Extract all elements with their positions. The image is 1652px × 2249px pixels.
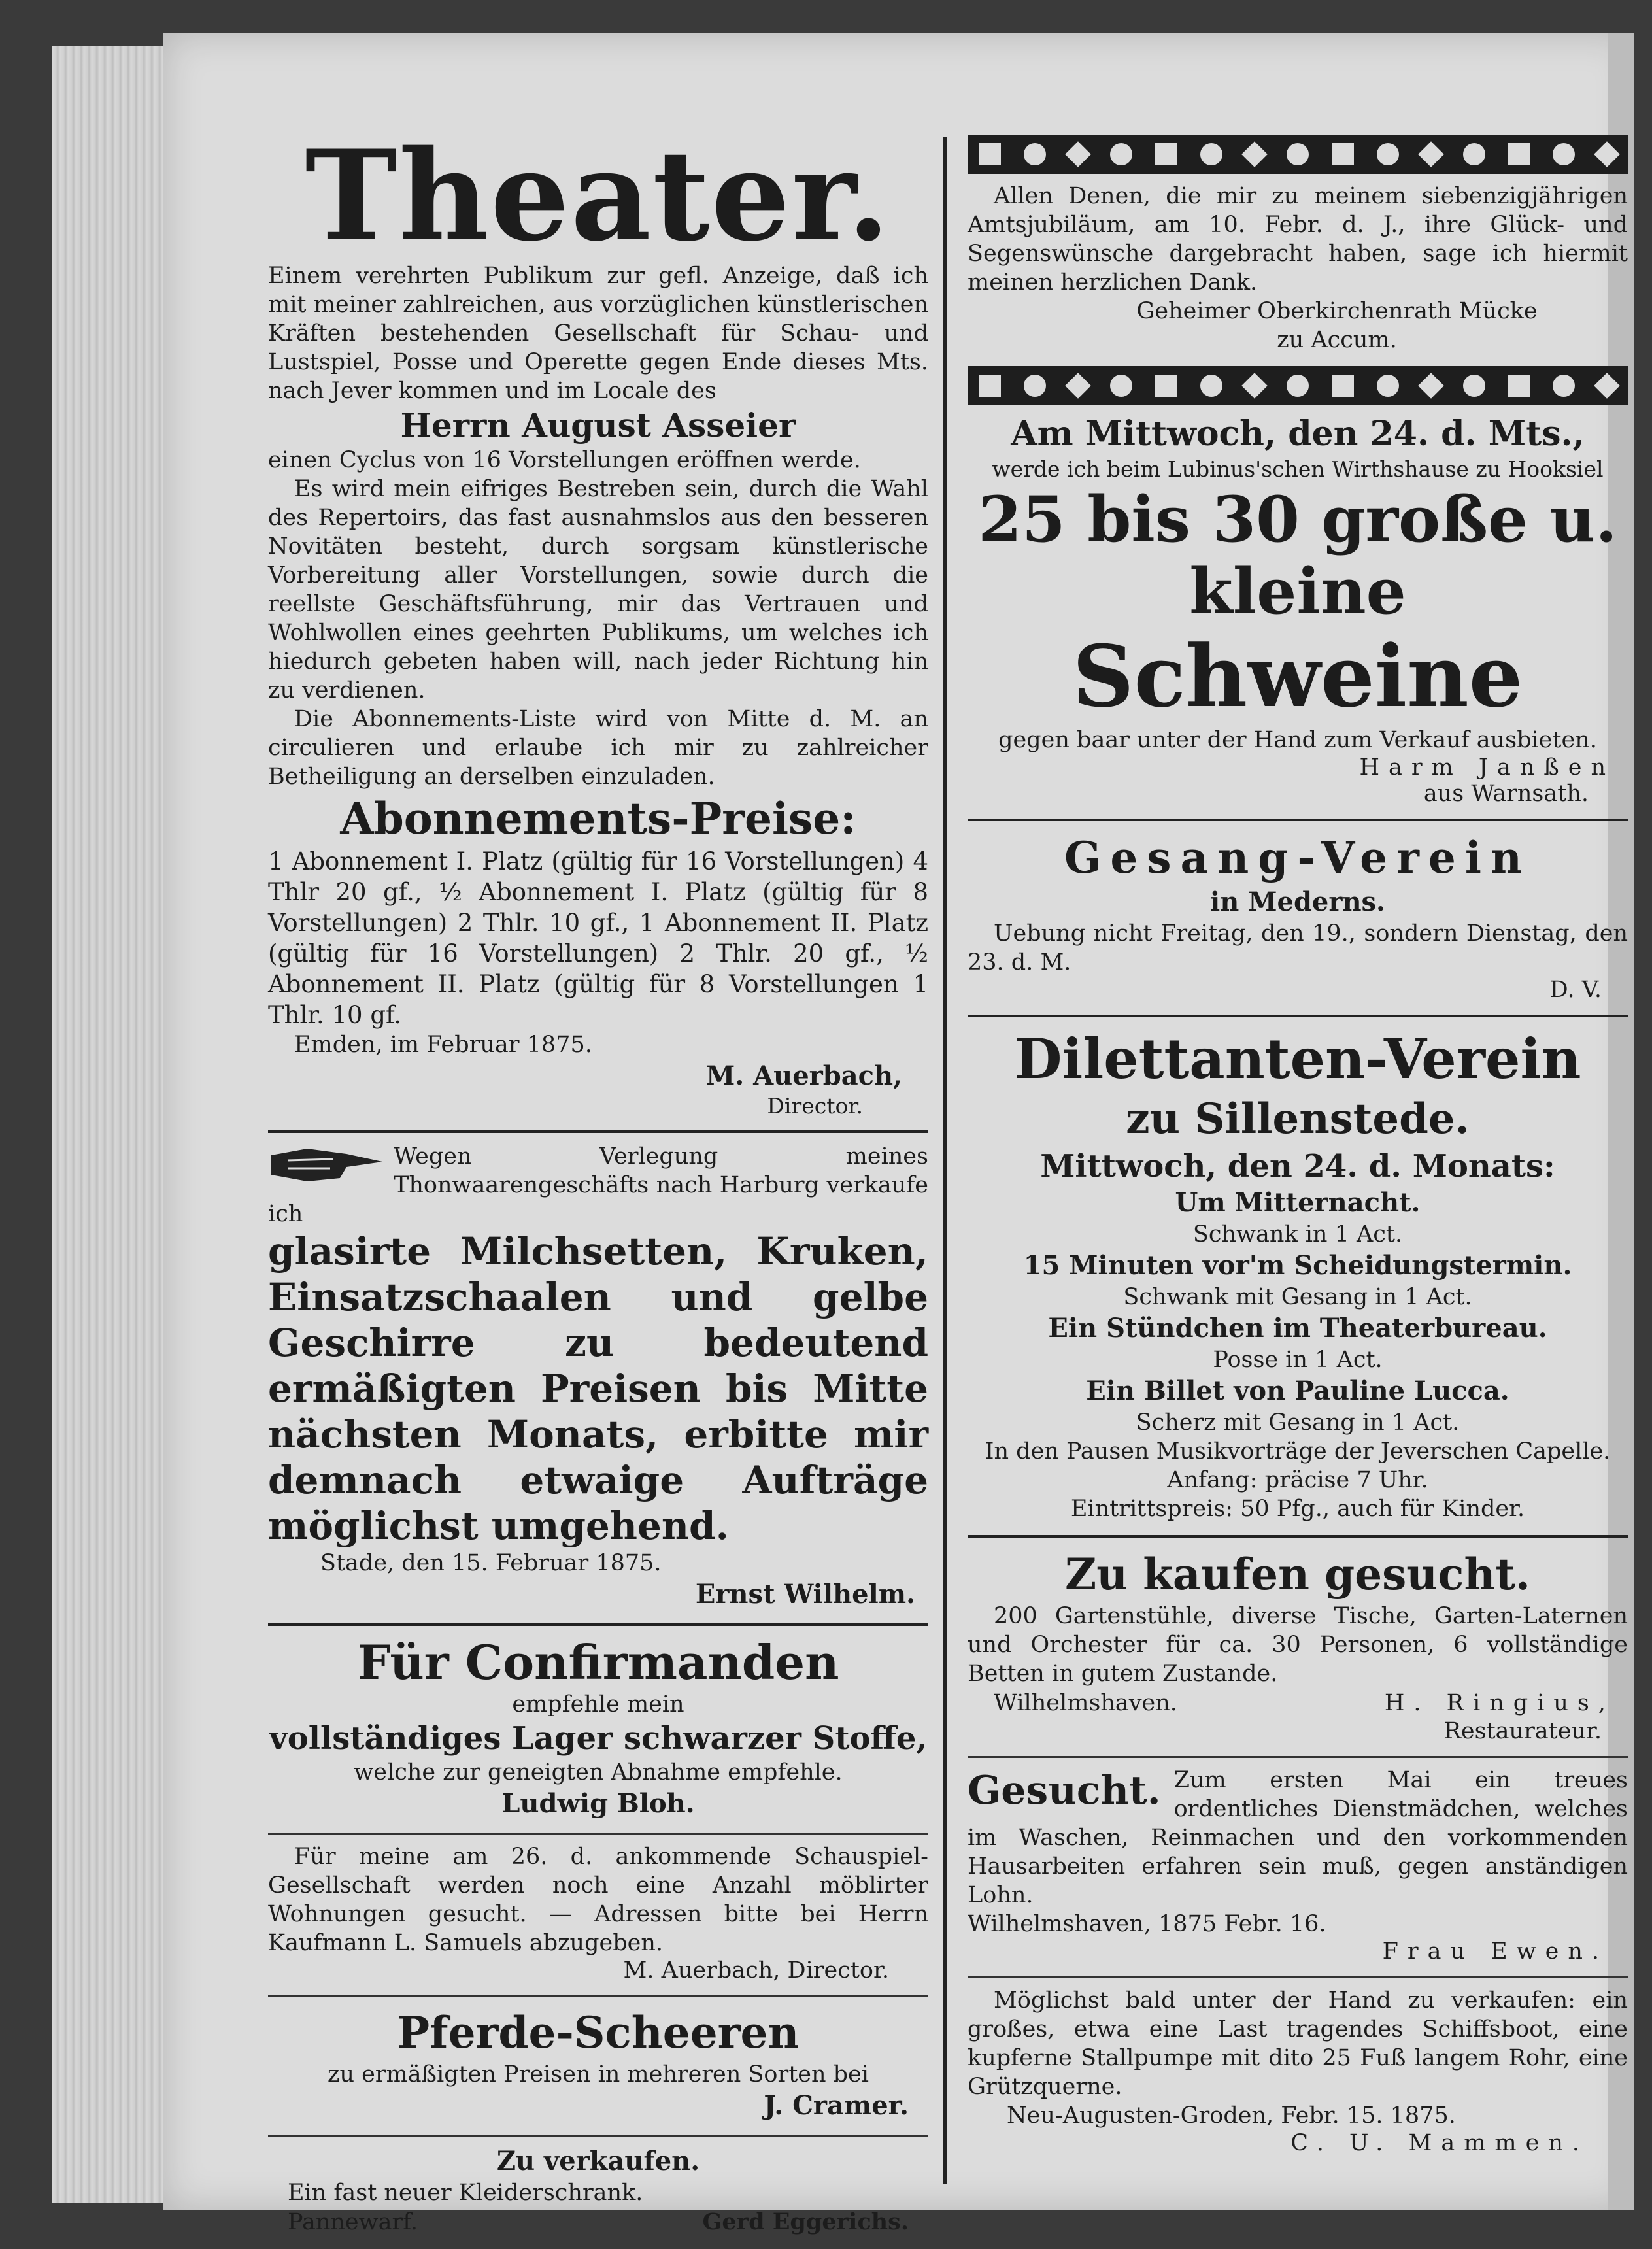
schweine-signer: Harm Janßen bbox=[1359, 754, 1615, 781]
dilett-price: Eintrittspreis: 50 Pfg., auch für Kinder. bbox=[1070, 1496, 1525, 1522]
newspaper-page bbox=[163, 33, 1634, 2235]
verkaufen-body: Ein fast neuer Kleiderschrank. bbox=[288, 2180, 643, 2206]
right-column bbox=[968, 131, 1628, 2168]
confirm-ad bbox=[268, 1635, 928, 1821]
kaufen-signer-role: Restaurateur. bbox=[1443, 1718, 1602, 1744]
schauspiel-signer: M. Auerbach, Director. bbox=[623, 1957, 889, 1984]
theater-signer: M. Auerbach, bbox=[705, 1060, 902, 1091]
divider bbox=[268, 1995, 928, 1997]
divider bbox=[268, 2135, 928, 2137]
theater-para3: Die Abonnements-Liste wird von Mitte d. M. an circulieren und erlaube ich mir zu zahlreicher Betheiligung an derselben einzuladen. bbox=[268, 706, 928, 790]
dank-signer-place: zu Accum. bbox=[1277, 327, 1397, 353]
verkaufen-place: Pannewarf. bbox=[288, 2209, 418, 2235]
dank-ad bbox=[968, 182, 1628, 354]
schweine-ad bbox=[968, 413, 1628, 807]
gesang-ad bbox=[968, 830, 1628, 1003]
verkaufen-signer: Gerd Eggerichs. bbox=[702, 2208, 909, 2235]
ornamental-border bbox=[968, 135, 1628, 174]
confirm-line-3: welche zur geneigten Abnahme empfehle. bbox=[354, 1759, 843, 1785]
verkaufen-ad bbox=[268, 2144, 928, 2237]
confirm-line-2: vollständiges Lager schwarzer Stoffe, bbox=[269, 1720, 928, 1757]
verkaufen-head: Zu verkaufen. bbox=[496, 2146, 700, 2176]
gesang-body: Uebung nicht Freitag, den 19., sondern Dienstag, den 23. d. M. bbox=[968, 921, 1628, 975]
gesucht-body: Zum ersten Mai ein treues ordentliches Dienstmädchen, welches im Waschen, Reinmachen und den vorkommenden Hausarbeiten erfahren sein muß, gegen anständigen Lohn. bbox=[968, 1767, 1628, 1908]
theater-prices-head: Abonnements-Preise: bbox=[340, 793, 856, 844]
theater-prices: 1 Abonnement I. Platz (gültig für 16 Vorstellungen) 4 Thlr 20 gf., ½ Abonnement I. Platz (gültig für 8 Vorstellungen) 2 Thlr. 10 gf., 1 Abonnement II. Platz (gültig für 16 Vorstellungen) 2 Thlr. 20 gf., ½ Abonnement II. Platz (gültig für 8 Vorstellungen 1 Thlr. 10 gf. bbox=[268, 847, 928, 1029]
milch-signer: Ernst Wilhelm. bbox=[695, 1579, 915, 1610]
dilett-play-1-sub: Schwank in 1 Act. bbox=[1192, 1221, 1403, 1247]
dilett-play-1: Um Mitternacht. bbox=[1175, 1187, 1421, 1218]
milch-lead: Wegen Verlegung meines Thonwaarengeschäfts nach Harburg verkaufe ich bbox=[268, 1143, 928, 1227]
confirm-line-1: empfehle mein bbox=[512, 1691, 684, 1717]
gesucht-signer: Frau Ewen. bbox=[1382, 1938, 1608, 1965]
dilett-sub: zu Sillenstede. bbox=[1126, 1094, 1470, 1143]
kaufen-body: 200 Gartenstühle, diverse Tische, Garten-Laternen und Orchester für ca. 30 Personen, 6 vollständige Betten in gutem Zustande. bbox=[968, 1603, 1628, 1687]
dilett-head: Dilettanten-Verein bbox=[1014, 1026, 1581, 1091]
gesang-head: Gesang-Verein bbox=[1064, 832, 1531, 883]
schweine-date: Am Mittwoch, den 24. d. Mts., bbox=[1011, 414, 1585, 454]
pferde-body: zu ermäßigten Preisen in mehreren Sorten bei bbox=[328, 2061, 869, 2088]
confirm-signer: Ludwig Bloh. bbox=[501, 1788, 695, 1819]
divider bbox=[268, 1130, 928, 1133]
kaufen-signer: H. Ringius, bbox=[1384, 1690, 1615, 1716]
pferde-signer: J. Cramer. bbox=[764, 2090, 909, 2121]
theater-cycle: einen Cyclus von 16 Vorstellungen eröffnen werde. bbox=[268, 447, 861, 473]
confirm-head: Für Confirmanden bbox=[357, 1634, 839, 1690]
divider bbox=[268, 1623, 928, 1626]
gesucht-ad bbox=[968, 1766, 1628, 1965]
theater-title: Theater. bbox=[305, 123, 892, 269]
dilett-pause: In den Pausen Musikvorträge der Jeverschen Capelle. bbox=[985, 1438, 1611, 1464]
milch-ad bbox=[268, 1142, 928, 1612]
dilett-play-2: 15 Minuten vor'm Scheidungstermin. bbox=[1023, 1250, 1572, 1281]
schweine-line-2: 25 bis 30 große u. kleine bbox=[978, 482, 1617, 628]
column-rule bbox=[943, 137, 947, 2184]
divider bbox=[968, 819, 1628, 821]
boot-place-date: Neu-Augusten-Groden, Febr. 15. 1875. bbox=[1007, 2103, 1456, 2129]
dilett-date: Mittwoch, den 24. d. Monats: bbox=[1040, 1148, 1555, 1185]
kaufen-place: Wilhelmshaven. bbox=[994, 1690, 1177, 1716]
dilett-play-4-sub: Scherz mit Gesang in 1 Act. bbox=[1136, 1410, 1460, 1436]
gesucht-place-date: Wilhelmshaven, 1875 Febr. 16. bbox=[968, 1911, 1326, 1937]
schauspiel-body: Für meine am 26. d. ankommende Schauspiel-Gesellschaft werden noch eine Anzahl möblirter Wohnungen gesucht. — Adressen bitte bei Herrn Kaufmann L. Samuels abzugeben. bbox=[268, 1844, 928, 1956]
dilett-start: Anfang: präcise 7 Uhr. bbox=[1167, 1467, 1428, 1493]
kaufen-head: Zu kaufen gesucht. bbox=[1065, 1549, 1530, 1600]
schweine-line-1: werde ich beim Lubinus'schen Wirthshause zu Hooksiel bbox=[992, 456, 1604, 482]
pferde-head: Pferde-Scheeren bbox=[397, 2007, 800, 2058]
theater-host: Herrn August Asseier bbox=[400, 406, 796, 445]
divider bbox=[968, 1015, 1628, 1017]
kaufen-ad bbox=[968, 1547, 1628, 1744]
milch-body: glasirte Milchsetten, Kruken, Einsatzschaalen und gelbe Geschirre zu bedeutend ermäßigten Preisen bis Mitte nächsten Monats, erbitte mir demnach etwaige Aufträge möglichst umgehend. bbox=[268, 1229, 928, 1548]
pointing-hand-icon bbox=[268, 1142, 386, 1188]
ornamental-border bbox=[968, 366, 1628, 405]
dilett-play-3-sub: Posse in 1 Act. bbox=[1213, 1347, 1383, 1373]
boot-signer: C. U. Mammen. bbox=[1290, 2130, 1589, 2156]
schweine-signer-place: aus Warnsath. bbox=[1423, 781, 1589, 807]
dilett-play-3: Ein Stündchen im Theaterbureau. bbox=[1048, 1313, 1547, 1344]
dank-signer: Geheimer Oberkirchenrath Mücke bbox=[1136, 298, 1538, 324]
left-column bbox=[268, 123, 928, 2249]
book-page-edges bbox=[52, 46, 170, 2203]
gesang-signer: D. V. bbox=[1549, 977, 1602, 1003]
theater-intro: Einem verehrten Publikum zur gefl. Anzeige, daß ich mit meiner zahlreichen, aus vorzüglichen künstlerischen Kräften bestehenden Gesellschaft für Schau- und Lustspiel, Posse und Operette gegen Ende dieses Mts. nach Jever kommen und im Locale des bbox=[268, 263, 928, 404]
divider bbox=[968, 1756, 1628, 1758]
schweine-line-4: gegen baar unter der Hand zum Verkauf ausbieten. bbox=[998, 727, 1597, 753]
dank-body: Allen Denen, die mir zu meinem siebenzigjährigen Amtsjubiläum, am 10. Febr. d. J., ihre Glück- und Segenswünsche dargebracht haben, sage ich hiermit meinen herzlichen Dank. bbox=[968, 183, 1628, 296]
theater-signer-role: Director. bbox=[767, 1093, 863, 1119]
theater-para2: Es wird mein eifriges Bestreben sein, durch die Wahl des Repertoirs, das fast ausnahmslos aus den besseren Novitäten besteht, durch sorgsam künstlerische Vorbereitung aller Vorstellungen, sowie durch die reellste Geschäftsführung, mir das Vertrauen und Wohlwollen eines geehrten Publikums, um welches ich hiedurch gebeten haben will, nach jeder Richtung hin zu verdienen. bbox=[268, 476, 928, 703]
gesucht-head: Gesucht. bbox=[968, 1768, 1161, 1814]
theater-place-date: Emden, im Februar 1875. bbox=[294, 1032, 592, 1058]
milch-place-date: Stade, den 15. Februar 1875. bbox=[320, 1550, 662, 1576]
schauspiel-ad bbox=[268, 1842, 928, 1984]
theater-ad bbox=[268, 123, 928, 1119]
gesang-sub: in Mederns. bbox=[1210, 887, 1385, 917]
divider bbox=[268, 1833, 928, 1835]
boot-body: Möglichst bald unter der Hand zu verkaufen: ein großes, etwa eine Last tragendes Schiffsboot, eine kupferne Stallpumpe mit dito 25 Fuß langem Rohr, eine Grützquerne. bbox=[968, 1987, 1628, 2100]
boot-ad bbox=[968, 1986, 1628, 2156]
divider bbox=[968, 1535, 1628, 1538]
pferde-ad bbox=[268, 2005, 928, 2123]
dilett-play-2-sub: Schwank mit Gesang in 1 Act. bbox=[1123, 1284, 1472, 1310]
dilett-play-4: Ein Billet von Pauline Lucca. bbox=[1086, 1376, 1509, 1406]
divider bbox=[968, 1976, 1628, 1978]
dilett-ad bbox=[968, 1026, 1628, 1523]
schweine-line-3: Schweine bbox=[1072, 626, 1523, 726]
